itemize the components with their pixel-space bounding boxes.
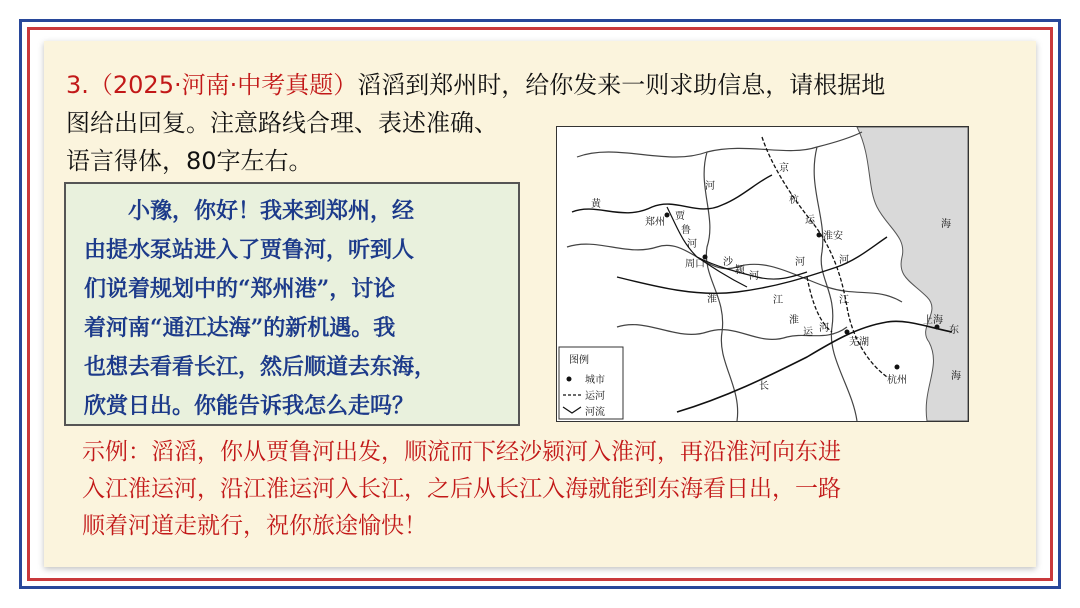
label-zhoukou: 周口 [685,259,705,270]
legend-river: 河流 [585,407,605,418]
label-he4: 河 [795,257,805,268]
question-line-3: 语言得体，80字左右。 [66,147,313,175]
label-hai2: 海 [941,219,951,230]
label-zhengzhou: 郑州 [645,217,665,228]
city-huaian-marker [817,233,822,238]
label-he2: 河 [687,239,697,250]
border-line [814,147,857,421]
question-line-2: 图给出回复。注意路线合理、表述准确、 [66,109,498,137]
river-map-drawing [557,127,968,421]
city-wuhu-marker [845,330,850,335]
legend-canal: 运河 [585,391,605,402]
label-huai: 淮 [707,294,717,305]
help-message-text [84,192,504,426]
message-line: 也想去看看长江，然后顺道去东海， [84,354,437,380]
question-text-1: 滔滔到郑州时，给你发来一则求助信息，请根据地 [357,71,886,99]
question-number-source: 3.（2025·河南·中考真题） [66,71,358,99]
sample-answer [82,434,982,545]
yangtze-river [677,321,952,412]
label-he5: 河 [839,255,849,266]
label-chang: 长 [759,381,769,392]
question-line-1 [66,66,1026,104]
message-line: 们说着规划中的“郑州港”，讨论 [84,276,396,302]
label-hang: 杭 [789,195,799,206]
message-line: 小豫，你好！我来到郑州，经 [84,198,415,224]
label-dong: 东 [949,325,959,336]
border-line [704,152,738,421]
label-jiang2: 江 [839,295,849,306]
legend-city-icon [567,377,572,382]
message-line: 由提水泵站进入了贾鲁河，听到人 [84,237,415,263]
label-hangzhou: 杭州 [887,375,907,386]
label-lu: 鲁 [681,225,691,236]
label-ying: 颍 [735,265,745,276]
help-message-box [64,182,520,426]
label-wuhu: 芜湖 [849,337,869,348]
legend-title: 图例 [569,355,589,366]
answer-line-3: 顺着河道走就行，祝你旅途愉快！ [82,513,427,539]
message-line: 着河南“通江达海”的新机遇。我 [84,315,396,341]
label-sha: 沙 [723,257,733,268]
border-line [577,132,862,157]
city-zhengzhou-marker [665,213,670,218]
label-huai2: 淮 [789,315,799,326]
label-huaian: 淮安 [823,231,843,242]
answer-line-1: 示例：滔滔，你从贾鲁河出发，顺流而下经沙颍河入淮河，再沿淮河向东进 [82,439,841,465]
label-yun2: 运 [803,327,813,338]
river-map [556,126,969,422]
label-shanghai: 上海 [923,315,943,326]
label-huang: 黄 [591,199,601,210]
label-he1: 河 [705,181,715,192]
label-he6: 河 [819,323,829,334]
label-jing: 京 [779,163,789,174]
yellow-river [572,175,772,213]
label-jiang1: 江 [773,295,783,306]
legend-city: 城市 [585,375,605,386]
city-hangzhou-marker [895,365,900,370]
label-he3: 河 [749,271,759,282]
label-jia: 贾 [675,211,685,222]
label-hai: 海 [951,371,961,382]
label-yun: 运 [805,215,815,226]
answer-line-2: 入江淮运河，沿江淮运河入长江，之后从长江入海就能到东海看日出，一路 [82,476,841,502]
message-line: 欣赏日出。你能告诉我怎么走吗？ [84,393,415,419]
